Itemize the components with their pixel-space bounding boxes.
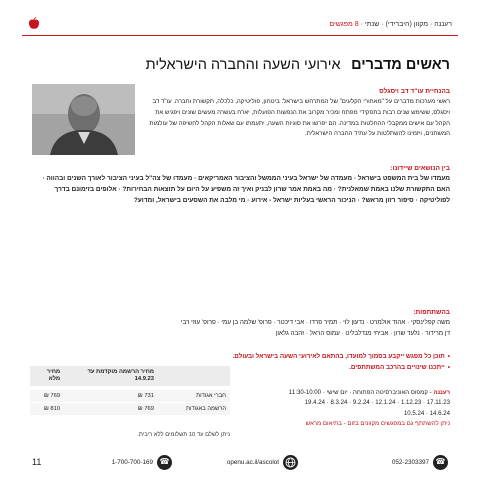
footer-phone-1[interactable] xyxy=(392,452,448,472)
price-full: 810 ₪ xyxy=(30,403,64,416)
lecturer-bio: ראשי מערכות מדברים על "מאחורי הקלעים" של המתרחש בישראל: ביטחון, פוליטיקה, כלכלה, תקשורת וחברה. עו"ד דב ויסגלס, ששימש שנים רבות בתפקידי מפתח ומכיר מקרוב את הנפשות הפועלות, יארח בעשרה מעשים שונים ויפגיש את הקהל עם אישים ממקבלי ההחלטות במדינה. הם יפרשו את סוגיות השעה, יתעמתו עם שאלות הקהל לחשיפה של עולמות המשתנים, ויזמינו להשתלטות על עתיד החברה הישראלית. xyxy=(149,98,450,138)
note-item: •תוכן כל מפגש ייקבע בסמוך למועדו, בהתאם לאירועי השעה בישראל ובעולם. xyxy=(232,353,450,360)
table-row xyxy=(30,390,230,403)
globe-icon xyxy=(283,455,298,470)
price-early: 731 ₪ xyxy=(64,390,158,403)
page-header xyxy=(28,17,452,31)
price-col-full: מחיר מלא xyxy=(30,366,64,387)
price-early: 769 ₪ xyxy=(64,403,158,416)
participants-heading: בהשתתפות: xyxy=(413,309,450,316)
participants-line-1: משה קפלינסקי · אהוד אולמרט · נדעון לוי · תמיר פרדו · אבי דיכטר · פרופ' שלמה בן עמי · פרופ' עוזי רבי xyxy=(180,319,450,326)
header-divider xyxy=(22,35,458,36)
schedule-dates-2: 14.6.24 · 10.5.24 xyxy=(403,409,450,417)
participants-line-2: דן מרידור · נלעד שרון · אביחי מנדלבליט · עמוס הראל · זהבה גלאון xyxy=(275,329,450,337)
phone-1-text: 052-2303397 xyxy=(391,458,429,466)
breadcrumb xyxy=(329,21,452,28)
schedule-block xyxy=(262,388,450,430)
location-label: רעננה xyxy=(433,389,450,396)
schedule-location xyxy=(262,388,450,398)
price-col-early: מחיר הרשמה מוקדמת עד 14.9.23 xyxy=(64,366,158,387)
phone-icon: ☎ xyxy=(157,455,172,470)
location-text: - קמפוס האוניברסיטה הפתוחה · יום שישי · 11:30-10:00 xyxy=(288,389,432,396)
price-table-header xyxy=(30,366,230,387)
phone-2-text: 1-700-700-169 xyxy=(111,458,153,466)
price-row-label: הרשמה באגודות xyxy=(158,403,230,416)
title-main: ראשים מדברים xyxy=(351,57,450,73)
website-text: openu.ac.il/ascolot xyxy=(226,458,279,466)
breadcrumb-count: 8 מפגשים xyxy=(329,20,359,28)
price-table xyxy=(30,366,230,415)
footer-website[interactable] xyxy=(227,452,298,472)
page-number: 11 xyxy=(32,457,42,467)
schedule-dates-1: 17.11.23 · 1.12.23 · 12.1.24 · 9.2.24 · 8.3.24 · 19.4.24 xyxy=(304,399,450,407)
lecturer-heading: בהנחיית עו"ד דב ויסגלס xyxy=(379,88,450,95)
lecturer-photo xyxy=(32,84,135,155)
topics-text: מעמדו של בית המשפט בישראל · מעמדה של ישראל בעיני הממשל והציבור האמריקאים · מעמדו של צה"ל בעיני הציבור לאורך השנים ובהווה · האם התקשורת שלנו באמת שמאלנית? · מה באמת אמר שרון לבניק ואיך זה משפיע על היום על תוצאות הבחירות? · אלופים בזימונם בדרך לפוליטיקה · סיפור רזון מראש? · הניכור הראשי בעליות ישראל - אירוע · מי מלבה את השסעים בישראל, ומדוע? xyxy=(42,175,450,204)
price-footnote: ניתן לשלם עד 10 תשלומים ללא ריבית. xyxy=(137,432,230,438)
online-note: ניתן להשתתף גם במפגשים מקוונים בזום - בתיאום מראש xyxy=(305,420,450,428)
phone-icon: ☎ xyxy=(433,455,448,470)
table-row xyxy=(30,403,230,416)
title-sub: אירועי השעה והחברה הישראלית xyxy=(145,57,341,73)
page-footer xyxy=(22,452,458,472)
apple-logo-icon xyxy=(28,17,40,30)
price-full: 769 ₪ xyxy=(30,390,64,403)
breadcrumb-main: רעננה · מקוון (היברידי) · שנתי · xyxy=(360,20,452,28)
participants-list xyxy=(30,318,450,339)
price-col-label xyxy=(158,366,230,387)
footer-phone-2[interactable] xyxy=(112,452,172,472)
page-title xyxy=(30,56,450,74)
topics-heading: בין הנושאים שיידונו: xyxy=(390,165,450,172)
price-row-label: חברי אגודות xyxy=(158,390,230,403)
note-item: •ייתכנו שינויים בהרכב המשתתפים. xyxy=(349,364,450,371)
